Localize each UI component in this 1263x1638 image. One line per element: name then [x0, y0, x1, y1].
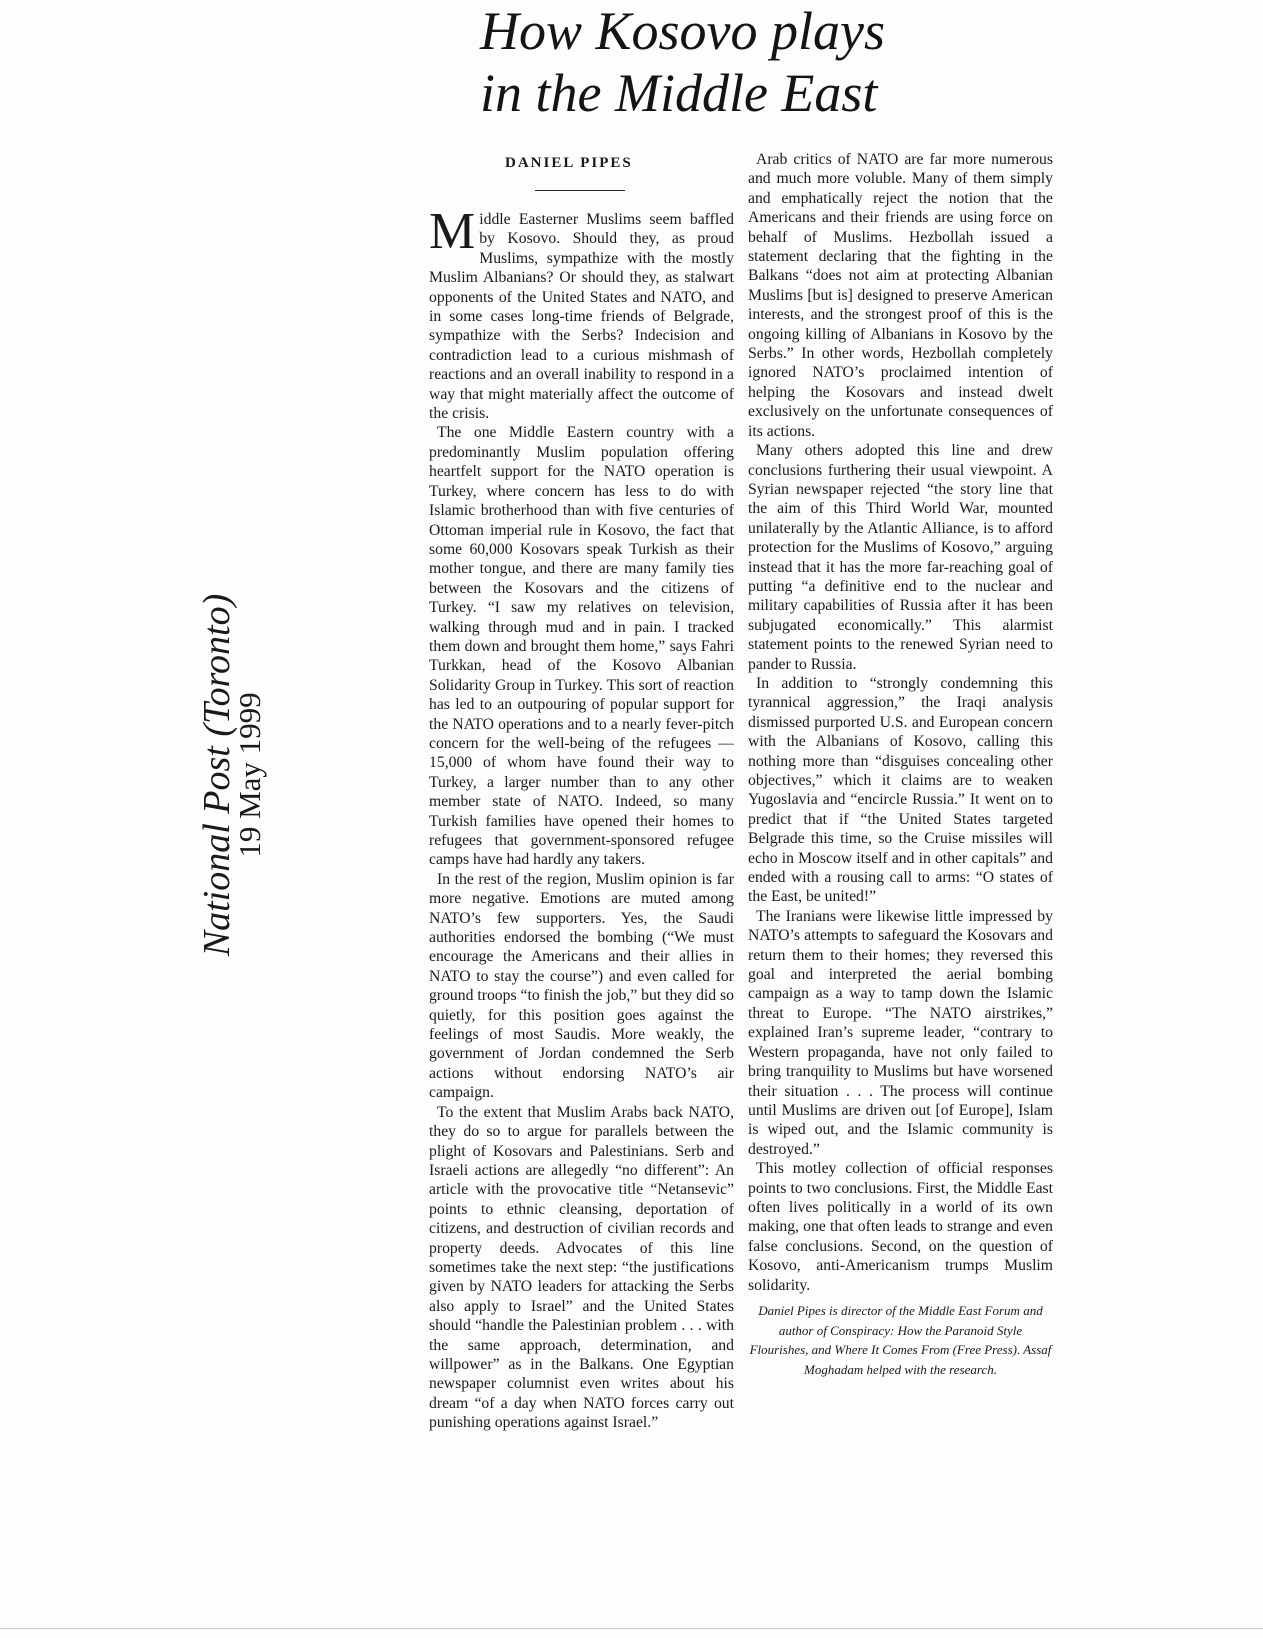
drop-cap: M	[429, 203, 476, 260]
author-bio: Daniel Pipes is director of the Middle East Forum and author of Conspiracy: How the Paranoid Style Flourishes, and Where It Comes From (Free Press). Assaf Moghadam helped with the research.	[749, 1302, 1052, 1377]
article-paragraph-3: In the rest of the region, Muslim opinion is far more negative. Emotions are muted among NATO’s few supporters. Yes, the Saudi authorities endorsed the bombing (“We must encourage the Americans and their allies in NATO to stay the course”) and even called for ground troops “to finish the job,” but they did so quietly, for this position goes against the feelings of most Saudis. More weakly, the government of Jordan condemned the Serb actions without endorsing NATO’s air campaign.	[429, 870, 735, 1102]
page-bottom-edge	[0, 1628, 1263, 1629]
byline-divider	[535, 190, 625, 191]
article-paragraph-9: This motley collection of official responses points to two conclusions. First, the Middle East often lives politically in a world of its own making, one that often leads to strange and even false conclusions. Second, on the question of Kosovo, anti-Americanism trumps Muslim solidarity.	[748, 1160, 1053, 1294]
publication-name: National Post (Toronto)	[196, 593, 238, 957]
publication-date: 19 May 1999	[232, 692, 267, 858]
paragraph-1-text: iddle Easterner Muslims seem baffled by Kosovo. Should they, as proud Muslims, sympathize with the mostly Muslim Albanians? Or should they, as stalwart opponents of the United States and NATO, and in some cases long-time friends of Belgrade, sympathize with the Serbs? Indecision and contradiction lead to a curious mishmash of reactions and an overall inability to respond in a way that might materially affect the outcome of the crisis.	[429, 211, 734, 423]
headline-line-2: in the Middle East	[480, 63, 878, 123]
article-paragraph-5: Arab critics of NATO are far more numerous and much more voluble. Many of them simply and emphatically reject the notion that the Americans and their friends are using force on behalf of Muslims. Hezbollah issued a statement declaring that the fighting in the Balkans “does not aim at protecting Albanian Muslims [but is] designed to preserve American interests, and the strongest proof of this is the ongoing killing of Albanians in Kosovo by the Serbs.” In other words, Hezbollah completely ignored NATO’s proclaimed intention of helping the Kosovars and instead dwelt exclusively on the unfortunate consequences of its actions.	[748, 151, 1053, 440]
article-column-2	[748, 150, 1053, 1379]
article-paragraph-7: In addition to “strongly condemning this tyrannical aggression,” the Iraqi analysis dismissed purported U.S. and European concern with the Albanians of Kosovo, calling this nothing more than “disguises concealing other objectives,” which it claims are to weaken Yugoslavia and “encircle Russia.” It went on to predict that if “the United States targeted Belgrade this time, so the Cruise missiles will echo in Moscow itself and in other capitals” and ended with a rousing call to arms: “O states of the East, be united!”	[748, 674, 1053, 906]
headline	[480, 0, 1000, 124]
article-paragraph-2: The one Middle Eastern country with a predominantly Muslim population offering heartfelt support for the NATO operation is Turkey, where concern has less to do with Islamic brotherhood than with five centuries of Ottoman imperial rule in Kosovo, the fact that some 60,000 Kosovars speak Turkish as their mother tongue, and there are many family ties between the Kosovars and the citizens of Turkey. “I saw my relatives on television, walking through mud and in pain. I tracked them down and brought them home,” says Fahri Turkkan, head of the Kosovo Albanian Solidarity Group in Turkey. This sort of reaction has led to an outpouring of popular support for the NATO operations and to a nearly fever-pitch concern for the well-being of the refugees — 15,000 of whom have found their way to Turkey, a larger number than to any other member state of NATO. Indeed, so many Turkish families have opened their homes to refugees that government-sponsored refugee camps have had hardly any takers.	[429, 424, 734, 869]
headline-line-1: How Kosovo plays	[480, 1, 885, 61]
article-column-1	[429, 203, 735, 1433]
byline: DANIEL PIPES	[505, 155, 633, 171]
article-paragraph-6: Many others adopted this line and drew conclusions furthering their usual viewpoint. A Syrian newspaper rejected “the story line that the aim of this Third World War, mounted unilaterally by the Atlantic Alliance, is to afford protection for the Muslims of Kosovo,” arguing instead that it has the more far-reaching goal of putting “a definitive end to the nuclear and military capabilities of Russia after it has been subjugated economically.” This alarmist statement points to the renewed Syrian need to pander to Russia.	[748, 442, 1053, 673]
article-paragraph-8: The Iranians were likewise little impressed by NATO’s attempts to safeguard the Kosovars and return them to their homes; they reversed this goal and interpreted the aerial bombing campaign as a way to tamp down the Islamic threat to Europe. “The NATO airstrikes,” explained Iran’s supreme leader, “contrary to Western propaganda, have not only failed to bring tranquility to Muslims but have worsened their situation . . . The process will continue until Muslims are driven out [of Europe], Islam is wiped out, and the Islamic community is destroyed.”	[748, 907, 1053, 1158]
article-paragraph-1	[429, 203, 734, 423]
article-paragraph-4: To the extent that Muslim Arabs back NATO, they do so to argue for parallels between the plight of Kosovars and Palestinians. Serb and Israeli actions are allegedly “no different”: An article with the provocative title “Netansevic” points to ethnic cleansing, deportation of citizens, and destruction of civilian records and property deeds. Advocates of this line sometimes take the next step: “the justifications given by NATO leaders for attacking the Serbs also apply to Israel” and the United States should “handle the Palestinian problem . . . with the same approach, determination, and willpower” as in the Balkans. One Egyptian newspaper columnist even writes about his dream “of a day when NATO forces carry out punishing operations against Israel.”	[429, 1103, 734, 1432]
